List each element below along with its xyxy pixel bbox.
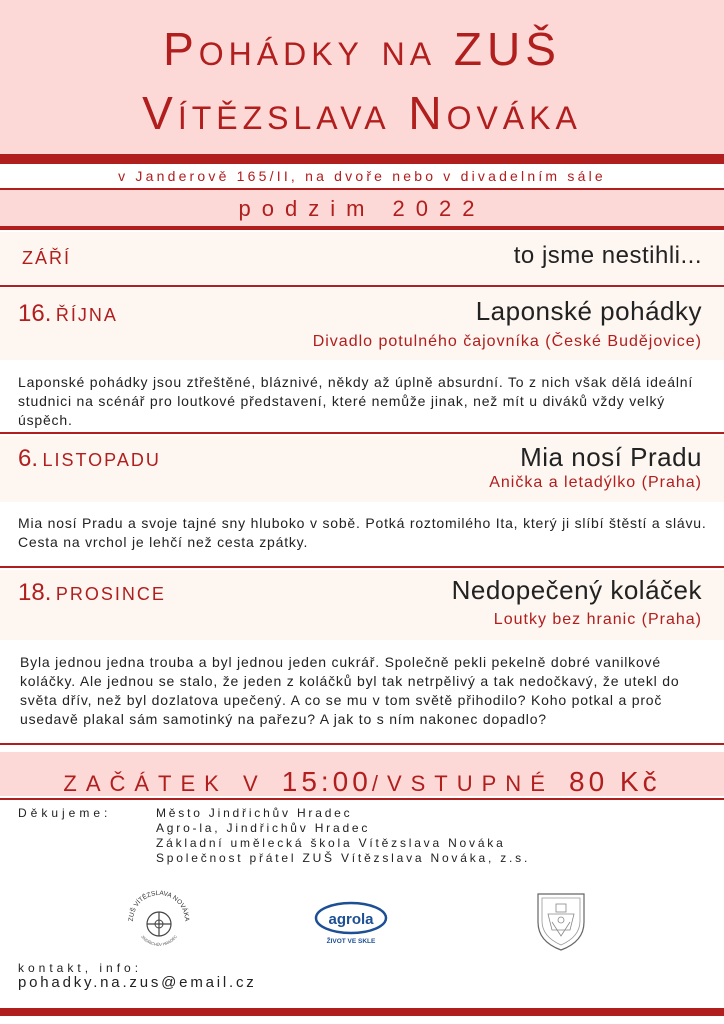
divider [0,566,724,568]
september-month: ZÁŘÍ [22,248,72,268]
divider [0,154,724,164]
start-info [0,766,724,798]
event-month: ŘÍJNA [55,305,118,325]
venue-address: v Janderově 165/II, na dvoře nebo v divadelním sále [118,168,606,184]
divider [0,743,724,745]
divider [0,432,724,434]
start-time: 15:00 [281,766,372,797]
event-day: 6. [18,445,39,472]
event-date [18,300,118,328]
event-title: Nedopečený koláček [451,575,702,605]
sponsor-item: Společnost přátel ZUŠ Vítězslava Nováka, z.s. [156,851,531,865]
event-day: 16. [18,300,52,327]
start-separator: / [371,771,387,796]
agrola-logo-tagline: ŽIVOT VE SKLE [326,938,376,945]
city-coat-of-arms-icon [534,890,588,952]
fee-value: 80 Kč [569,766,661,797]
event-description: Laponské pohádky jsou ztřeštěné, bláznivé, někdy až úplně absurdní. To z nich však dělá ideální studnici na scénář pro loutkové představení, které nemůže jinak, než mít u diváků vždy velký úspěch. [18,374,694,428]
event-description: Mia nosí Pradu a svoje tajné sny hluboko v sobě. Potká roztomilého Ita, který ji slíbí štěstí a slávu. Cesta na vrchol je lehčí než cesta zpátky. [18,515,707,550]
contact-email-link[interactable]: pohadky.na.zus@email.cz [18,974,257,991]
school-logo [124,886,194,956]
divider [0,285,724,287]
sponsor-item: Základní umělecká škola Vítězslava Nováka [156,836,506,850]
event-date [18,445,161,473]
title-line-2: Vítězslava Nováka [142,87,582,139]
school-logo-ring-text: ZUŠ VÍTĚZSLAVA NOVÁKA [127,889,191,922]
event-title: Laponské pohádky [475,296,702,326]
fee-label: VSTUPNÉ [386,771,554,796]
event-month: LISTOPADU [42,450,161,470]
event-company: Divadlo potulného čajovníka (České Budějovice) [312,333,702,350]
event-month: PROSINCE [55,584,166,604]
event-day: 18. [18,579,52,606]
sponsor-item: Agro-la, Jindřichův Hradec [156,821,371,835]
divider [0,226,724,230]
event-title: Mia nosí Pradu [520,442,702,472]
event-date [18,579,166,607]
event-description: Byla jednou jedna trouba a byl jednou jeden cukrář. Společně pekli pekelně dobré vanilkové koláčky. Ale jednou se stalo, že jeden z koláčků byl tak netrpělivý a tak nedočkavý, že utekl do světa dřív, než byl dozlatova upečený. A co se mu v tom světě přihodilo? Koho potkal a proč usedavě plakal sám samotinký na pařezu? A jak to s ním nakonec dopadlo? [20,654,680,727]
sponsor-list [156,806,530,866]
sponsor-item: Město Jindřichův Hradec [156,806,353,820]
agrola-logo [313,900,389,948]
footer-bar [0,1008,724,1016]
season-label: podzim 2022 [238,196,486,221]
start-label: ZAČÁTEK V [63,771,267,796]
divider [0,798,724,800]
contact-label: kontakt, info: [18,961,143,975]
september-note: to jsme nestihli... [513,242,702,269]
event-company: Anička a letadýlko (Praha) [489,474,702,491]
agrola-logo-name: agrola [328,911,374,928]
title-line-1: Pohádky na ZUŠ [163,23,561,75]
school-logo-ring-subtext: JINDŘICHŮV HRADEC [140,934,178,948]
event-company: Loutky bez hranic (Praha) [493,611,702,628]
thanks-label: Děkujeme: [18,806,112,820]
